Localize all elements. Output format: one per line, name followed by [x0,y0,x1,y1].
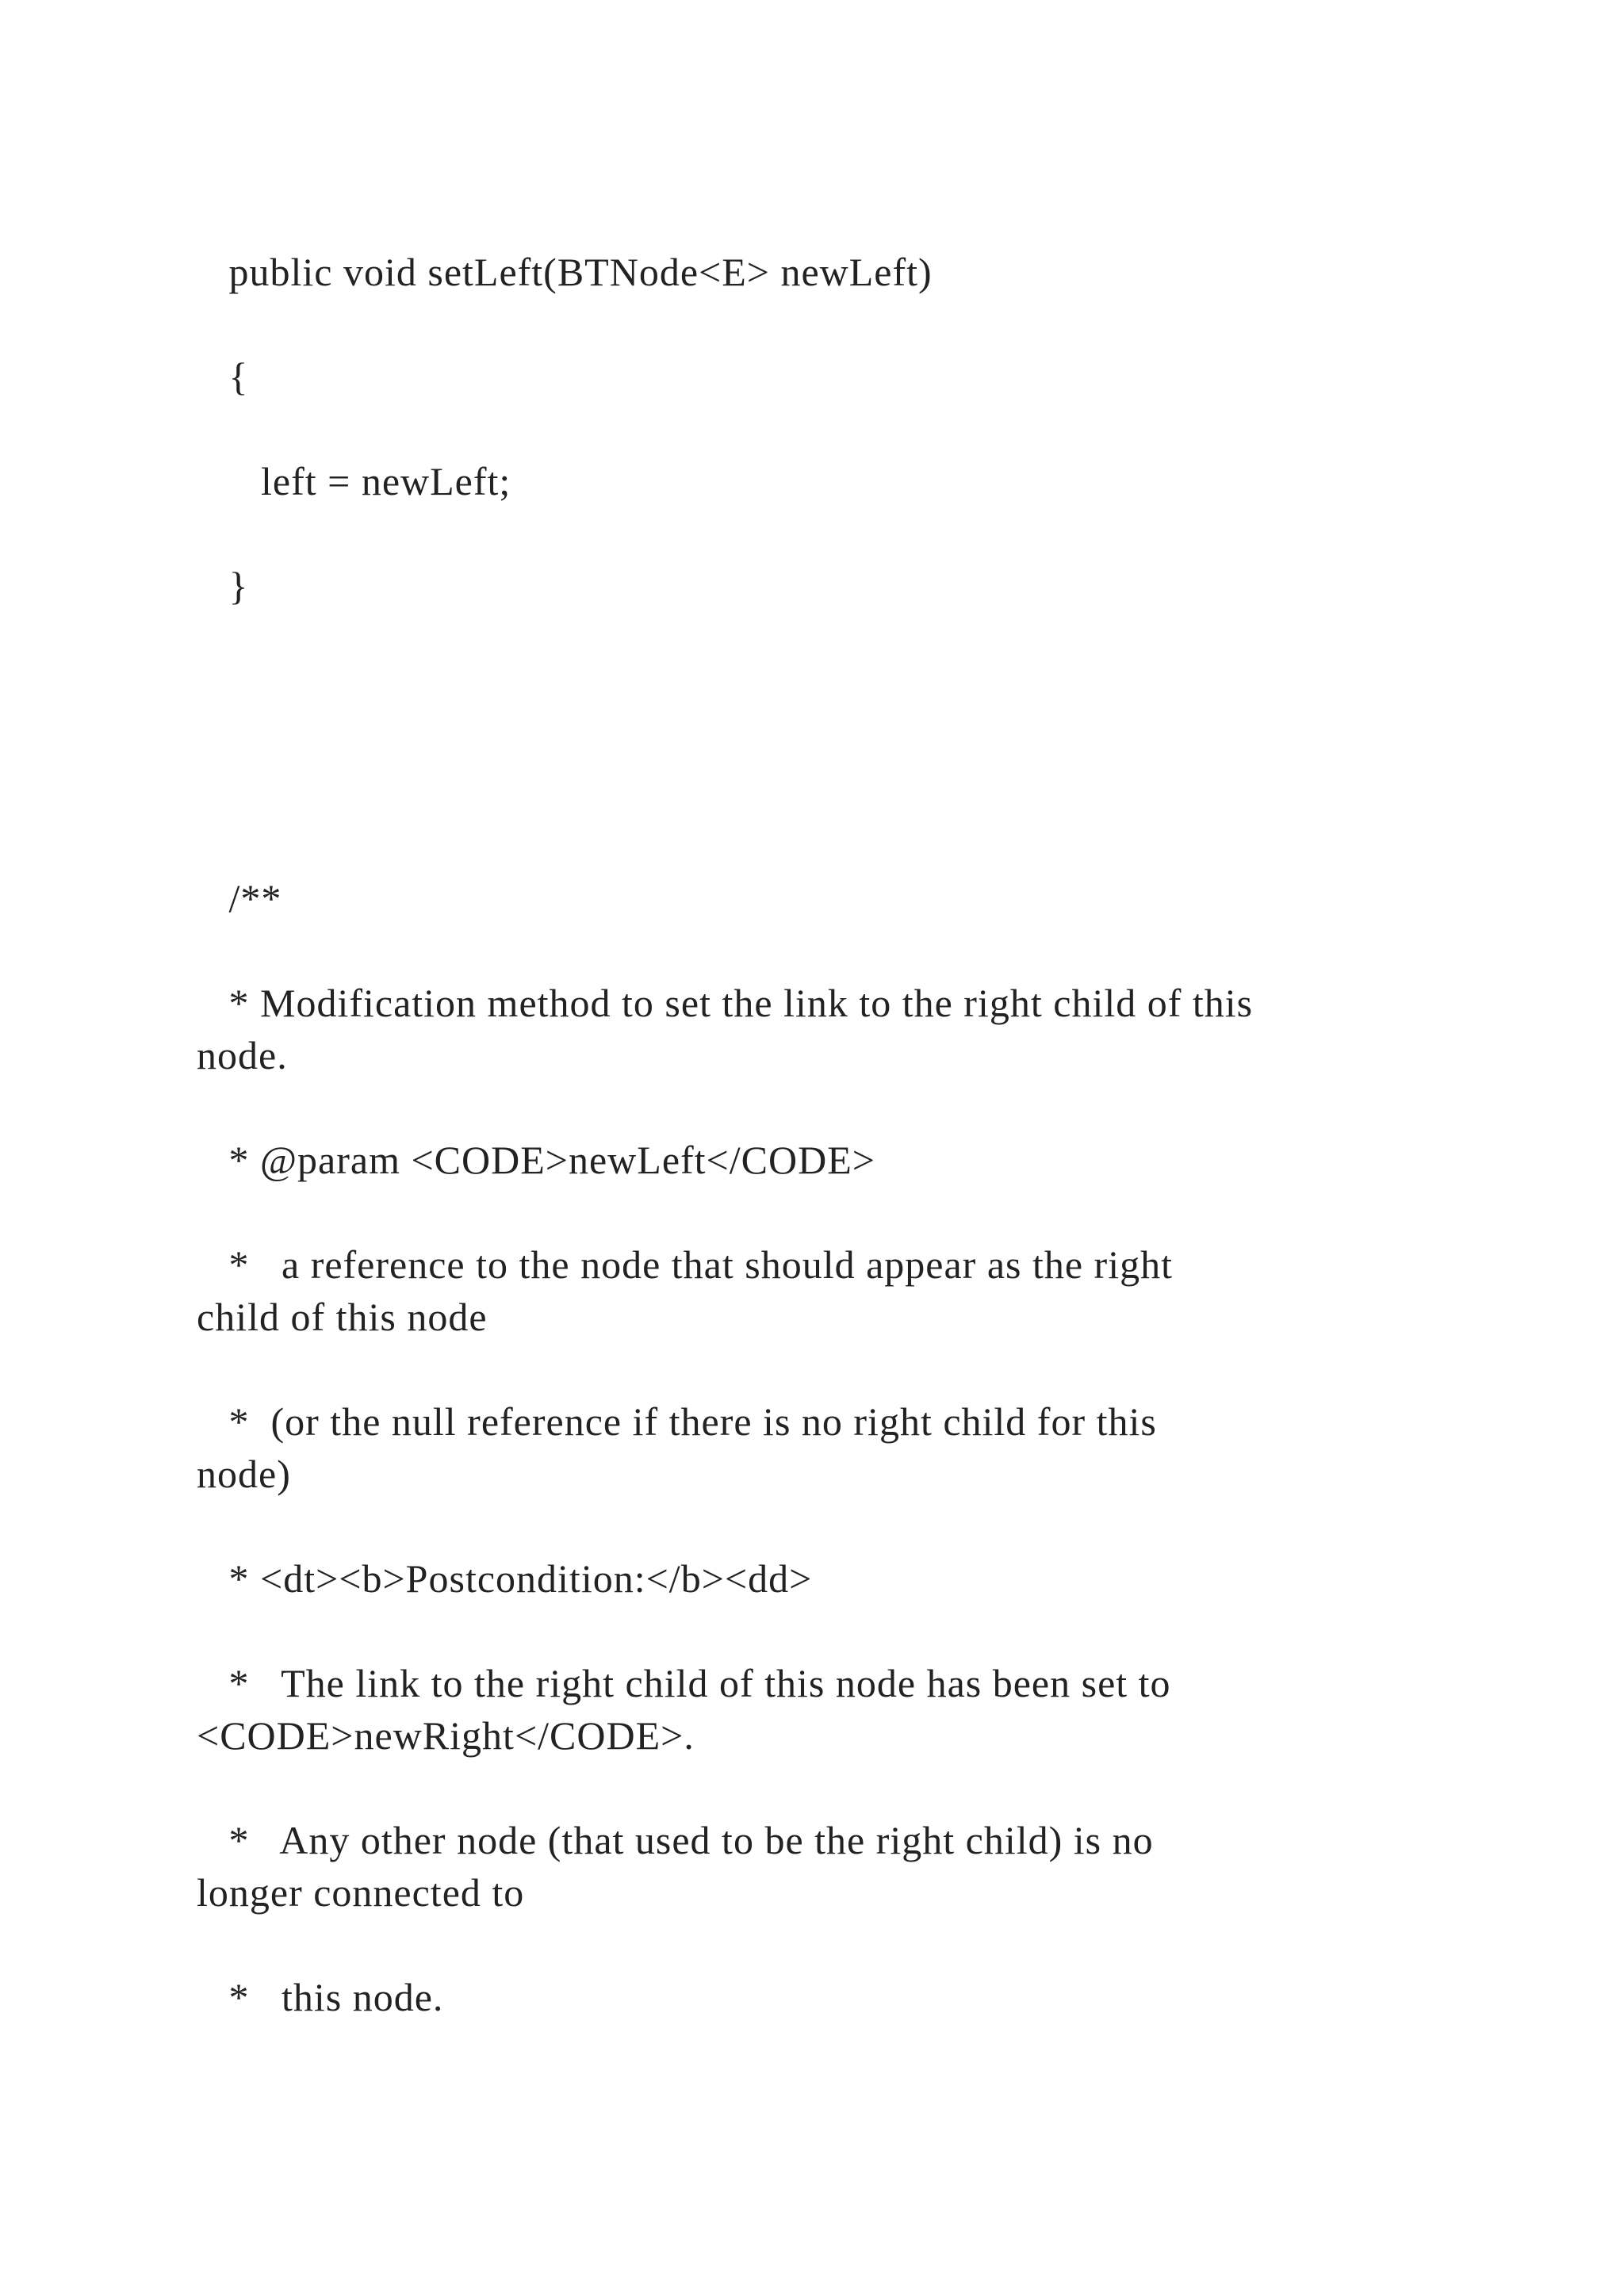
comment-description: * Modification method to set the link to the right child of this node. [197,981,1254,1077]
comment-param-desc: * a reference to the node that should appear as the right child of this node [197,1242,1173,1339]
comment-this-node: * this node. [197,1975,444,2019]
method-signature: public void setLeft(BTNode<E> newLeft) [197,250,933,294]
opening-brace: { [197,354,249,399]
assignment-statement: left = newLeft; [197,459,511,503]
closing-brace: } [197,564,249,608]
comment-postcondition-desc: * The link to the right child of this node has been set to <CODE>newRight</CODE>. [197,1661,1171,1758]
comment-other-node: * Any other node (that used to be the right child) is no longer connected to [197,1818,1154,1915]
comment-param: * @param <CODE>newLeft</CODE> [197,1138,875,1182]
comment-start: /** [197,876,282,920]
comment-postcondition: * <dt><b>Postcondition:</b><dd> [197,1556,813,1601]
comment-null-note: * (or the null reference if there is no right child for this node) [197,1399,1157,1496]
